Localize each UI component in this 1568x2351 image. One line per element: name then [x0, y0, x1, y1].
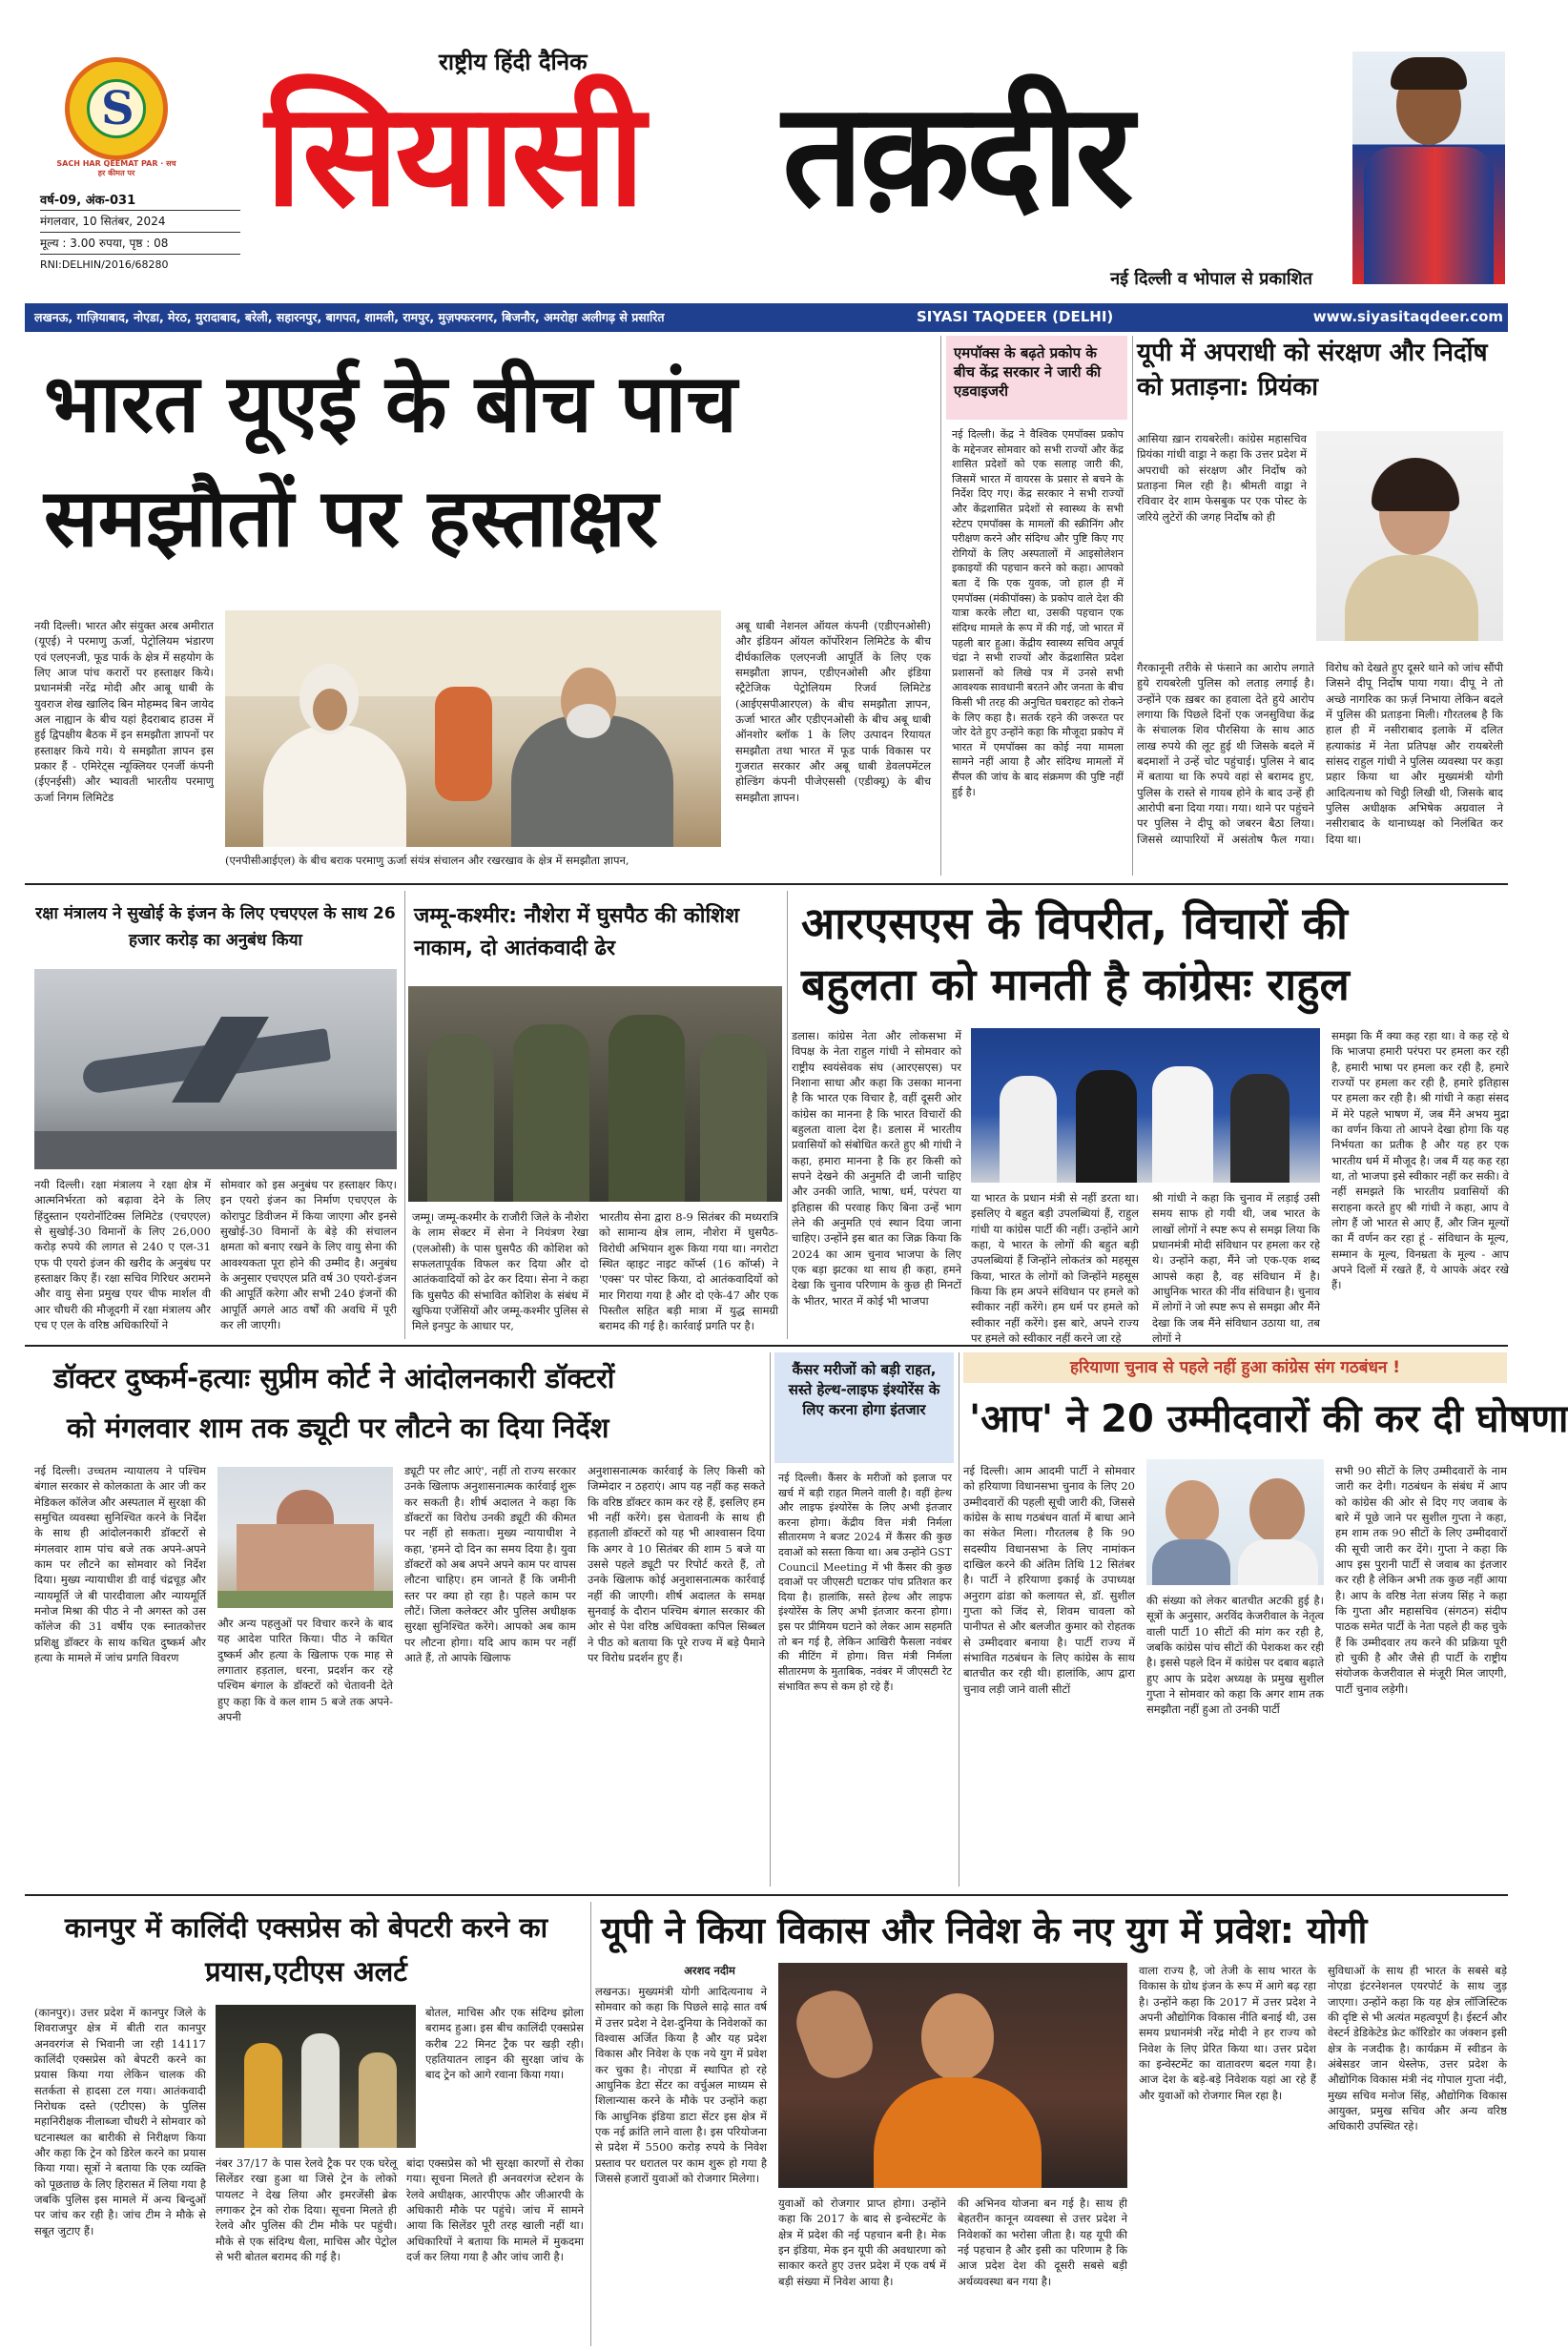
defence-story: [25, 891, 402, 1339]
jk-headline: जम्मू-कश्मीर: नौशेरा में घुसपैठ की कोशिश नाकाम, दो आतंकवादी ढेर: [414, 904, 740, 960]
lead-photo-modi-uae: [225, 610, 721, 847]
doctor-column-1: नई दिल्ली। उच्चतम न्यायालय ने पश्चिम बंगाल सरकार से कोलकाता के आर जी कर मेडिकल कॉलेज और अस्पताल में सुरक्षा की समुचित व्यवस्था सुनिश्चित करने के निर्देश के साथ ही आंदोलनकारी डॉक्टरों से मंगलवार शाम पांच बजे तक अपने-अपने काम पर लौटने का सोमवार को निर्देश दिया। मुख्य न्यायाधीश डी वाई चंद्रचूड़ और न्यायमूर्ति जे बी पारदीवाला और न्यायमूर्ति मनोज मिश्रा की पीठ ने नौ अगस्त को उस कॉलेज की 31 वर्षीय एक स्नातकोत्तर प्रशिक्षु डॉक्टर के साथ कथित दुष्कर्म और हत्या के मामले में जांच प्रगति विवरण: [34, 1464, 206, 1664]
yogi-column-4: वाला राज्य है, जो तेजी के साथ भारत के विकास के ग्रोथ इंजन के रूप में आगे बढ़ रहा है। उन्होंने कहा कि 2017 में उत्तर प्रदेश ने अपनी औद्योगिक विकास नीति बनाई थी, उस समय प्रधानमंत्री नरेंद्र मोदी ने हर राज्य को निवेश के लिए प्रेरित किया था। उत्तर प्रदेश का इन्वेस्टमेंट का वातावरण बदल गया है। आज देश के बड़े-बड़े निवेशक यहां आ रहे हैं और युवाओं को रोजगार मिल रहा है।: [1139, 1964, 1316, 2102]
kanpur-story: [25, 1902, 586, 2346]
yogi-column-1: लखनऊ। मुख्यमंत्री योगी आदित्यनाथ ने सोमवार को कहा कि पिछले साढ़े सात वर्ष में उत्तर प्रदेश ने देश-दुनिया के निवेशकों का विश्वास अर्जित किया है और यह प्रदेश विकास और निवेश के एक नये युग में प्रवेश कर चुका है। नोएडा में स्थापित हो रहे आधुनिक डेटा सेंटर का वर्चुअल माध्यम से शिलान्यास करने के मौके पर उन्होंने कहा कि आधुनिक इंडिया डाटा सेंटर इस क्षेत्र में एक नई क्रांति लाने वाला है। इस परियोजना से प्रदेश में 5500 करोड़ रुपये के निवेश प्रस्ताव पर धरातल पर काम शुरू हो गया है जिससे हजारों युवाओं को रोजगार मिलेगा।: [595, 1985, 767, 2185]
rahul-column-4: समझा कि मैं क्या कह रहा था। वे कह रहे थे कि भाजपा हमारी परंपरा पर हमला कर रही है, हमारी भाषा पर हमला कर रही है, हमारे राज्यों पर हमला कर रही है, हमारे इतिहास पर हमला कर रही है। श्री गांधी ने कहा संसद में मेरे पहले भाषण में, जब मैंने अभय मुद्रा का वर्णन किया तो आपने देखा होगा कि यह निर्भयता का प्रतीक है और यह हर एक भारतीय धर्म में मौजूद है। जब मैं यह कह रहा था, तो भाजपा इसे स्वीकार नहीं कर सकी। वे नहीं समझते कि भारतीय प्रवासियों की सराहना करते हुए श्री गांधी ने कहा, आप वे लोग हैं जो भारत से आए हैं, और जिन मूल्यों का मैं वर्णन कर रहा हूं - संविधान के मूल्य, सम्मान के मूल्य, विनम्रता के मूल्य - आप अपने दिलों में रखते हैं, ये आपके अंदर रखे हैं।: [1331, 1029, 1509, 1292]
doctor-column-3: अनुशासनात्मक कार्रवाई के लिए किसी को जिम्मेदार न ठहराएं। आप यह नहीं कह सकते कि वरिष्ठ डॉक्टर काम कर रहे हैं, इसलिए हम भी नहीं करेंगे। इस चेतावनी के साथ ही हड़ताली डॉक्टरों को यह भी आश्वासन दिया कि अगर वे 10 सितंबर की शाम 5 बजे या उससे पहले ड्यूटी पर रिपोर्ट करते हैं, तो उनके खिलाफ कोई अनुशासनात्मक कार्रवाई नहीं की जाएगी। शीर्ष अदालत के समक्ष सुनवाई के दौरान पश्चिम बंगाल सरकार की ओर से पेश वरिष्ठ अधिवक्ता कपिल सिब्बल ने पीठ को बताया कि पूरे राज्य में बड़े पैमाने पर विरोध प्रदर्शन हुए हैं।: [588, 1464, 765, 1664]
price-line: मूल्य : 3.00 रुपया, पृष्ठ : 08: [40, 237, 169, 250]
aap-column-1: नई दिल्ली। आम आदमी पार्टी ने सोमवार को हरियाणा विधानसभा चुनाव के लिए 20 उम्मीदवारों की पहली सूची जारी की, जिससे कांग्रेस के साथ गठबंधन वार्ता में बाधा आने का संकेत मिला। गौरतलब है कि 90 सदस्यीय विधानसभा के लिए नामांकन दाखिल करने की अंतिम तिथि 12 सितंबर है। पार्टी ने हरियाणा इकाई के उपाध्यक्ष अनुराग ढांडा को कलायत से, डॉ. सुशील गुप्ता को जिंद से, शिवम चावला को पानीपत से और बलजीत कुमार को रोहतक से उम्मीदवार बनाया है। पार्टी राज्य में संभावित गठबंधन के लिए कांग्रेस के साथ बातचीत कर रही थी। हालांकि, आप द्वारा चुनाव लड़ी जाने वाली सीटों: [963, 1464, 1135, 1696]
newspaper-title-part2: तक़दीर: [782, 72, 1130, 238]
supreme-court-photo: [217, 1467, 393, 1608]
yogi-column-5: सुविधाओं के साथ ही भारत के सबसे बड़े नोएडा इंटरनेशनल एयरपोर्ट के साथ जुड़ जाएगा। उन्होंने कहा कि यह क्षेत्र लॉजिस्टिक की दृष्टि से भी अत्यंत महत्वपूर्ण है। ईस्टर्न और वेस्टर्न डेडिकेटेड फ्रेट कॉरिडोर का जंक्शन इसी क्षेत्र के नजदीक है। कार्यक्रम में स्वीडन के अंबेसडर जान थेस्लेफ, उत्तर प्रदेश के औद्योगिक विकास मंत्री नंद गोपाल गुप्ता नंदी, मुख्य सचिव मनोज सिंह, औद्योगिक विकास आयुक्त, प्रमुख सचिव और अन्य वरिष्ठ अधिकारी उपस्थित रहे।: [1328, 1964, 1507, 2134]
rahul-column-3: श्री गांधी ने कहा कि चुनाव में लड़ाई उसी समय साफ हो गयी थी, जब भारत के लाखों लोगों ने स्पष्ट रूप से समझ लिया कि प्रधानमंत्री मोदी संविधान पर हमला कर रहे थे। उन्होंने कहा, मैंने जो एक-एक शब्द आपसे कहा है, वह संविधान में है। आधुनिक भारत की नींव संविधान है। चुनाव में लोगों ने जो स्पष्ट रूप से समझा और मैंने देखा कि जब मैंने संविधान उठाया था, तब लोगों ने: [1152, 1191, 1320, 1345]
kanpur-column-2: बोतल, माचिस और एक संदिग्ध झोला बरामद हुआ। इस बीच कालिंदी एक्सप्रेस करीब 22 मिनट ट्रैक पर खड़ी रही। एहतियातन लाइन की सुरक्षा जांच के बाद ट्रेन को आगे रवाना किया गया।: [425, 2006, 584, 2082]
defence-column-2: सोमवार को इस अनुबंध पर हस्ताक्षर किए। इन एयरो इंजन का निर्माण एचएएल के कोरापुट डिवीजन में किया जाएगा और इनसे सुखोई-30 विमानों के बेड़े की संचालन क्षमता को बनाए रखने के लिए वायु सेना की आवश्यकता पूरा होने की उम्मीद है। अनुबंध के अनुसार एचएएल प्रति वर्ष 30 एयरो-इंजन की आपूर्ति करेगा और सभी 240 इंजनों की आपूर्ति अगले आठ वर्षों की अवधि में पूरी कर ली जाएगी।: [220, 1178, 397, 1331]
rahul-column-2: या भारत के प्रधान मंत्री से नहीं डरता था। इसलिए ये बहुत बड़ी उपलब्धियां हैं, राहुल गांधी या कांग्रेस पार्टी की नहीं। उन्होंने आगे कहा, ये भारत के लोगों की बहुत बड़ी उपलब्धियां हैं जिन्होंने लोकतंत्र को महसूस किया, भारत के लोगों को जिन्होंने महसूस किया कि हम अपने संविधान पर हमले को स्वीकार नहीं करेंगे। हम धर्म पर हमले को स्वीकार नहीं करेंगे। इस बारे, अपने राज्य पर हमले को स्वीकार नहीं करने जा रहे: [971, 1191, 1139, 1345]
seal-text: SACH HAR QEEMAT PAR · सच हर कीमत पर: [56, 159, 176, 177]
sukhoi-jet-photo: [34, 969, 397, 1169]
rni-number: RNI:DELHIN/2016/68280: [40, 258, 169, 271]
aap-column-2: की संख्या को लेकर बातचीत अटकी हुई है। सूत्रों के अनुसार, अरविंद केजरीवाल के नेतृत्व वाली पार्टी 10 सीटों की मांग कर रही है, जबकि कांग्रेस पांच सीटों की पेशकश कर रही है। इससे पहले दिन में कांग्रेस पर दबाव बढ़ाते हुए आप के प्रदेश अध्यक्ष के प्रमुख सुशील गुप्ता ने सोमवार को कहा कि अगर शाम तक समझौता नहीं हुआ तो उनकी पार्टी: [1146, 1594, 1324, 1717]
column-rule: [940, 336, 941, 876]
yogi-headline: यूपी ने किया विकास और निवेश के नए युग में प्रवेश: योगी: [601, 1909, 1368, 1951]
distribution-strip: [25, 303, 1508, 332]
mpox-story: [946, 336, 1127, 876]
kejriwal-rahul-photo: [1146, 1459, 1324, 1585]
defence-column-1: नयी दिल्ली। रक्षा मंत्रालय ने रक्षा क्षेत्र में आत्मनिर्भरता को बढ़ावा देने के लिए हिंदुस्तान एयरोनॉटिक्स लिमिटेड (एचएएल) से सुखोई-30 विमानों के लिए 26,000 करोड़ रुपये की लागत से 240 ए एल-31 एफ पी एयरो इंजन की खरीद के अनुबंध पर हस्ताक्षर किए हैं। रक्षा सचिव गिरिधर अरामने और वायु सेना प्रमुख एयर चीफ मार्शल वी आर चौधरी की मौजूदगी में रक्षा मंत्रालय और एच ए एल के वरिष्ठ अधिकारियों ने: [34, 1178, 211, 1331]
lead-story: [25, 341, 936, 876]
yogi-column-3: की अभिनव योजना बन गई है। साथ ही बेहतरीन कानून व्यवस्था से उत्तर प्रदेश ने निवेशकों का भरोसा जीता है। यह यूपी की नई पहचान है और इसी का परिणाम है कि आज प्रदेश देश की दूसरी सबसे बड़ी अर्थव्यवस्था बन गया है।: [958, 2196, 1127, 2288]
kanpur-headline: कानपुर में कालिंदी एक्सप्रेस को बेपटरी करने का प्रयास,एटीएस अलर्ट: [64, 1911, 548, 1988]
rahul-column-1: डलास। कांग्रेस नेता और लोकसभा में विपक्ष के नेता राहुल गांधी ने सोमवार को राष्ट्रीय स्वयंसेवक संघ (आरएसएस) पर निशाना साधा और कहा कि उसका मानना है कि भारत एक विचार है, वहीं दूसरी ओर कांग्रेस का मानना है कि भारत विचारों की बहुलता वाला देश है। डलास में भारतीय प्रवासियों को संबोधित करते हुए श्री गांधी ने कहा, हमारा मानना है कि हर किसी को सपने देखने की अनुमति दी जानी चाहिए और उनकी जाति, भाषा, धर्म, परंपरा या इतिहास की परवाह किए बिना उन्हें भाग लेने की अनुमति एवं स्थान दिया जाना चाहिए। उन्होंने इस बात का जिक्र किया कि 2024 का आम चुनाव भाजपा के लिए एक बड़ा झटका था साथ ही कहा, हमने देखा कि चुनाव परिणाम के कुछ ही मिनटों के भीतर, भारत में कोई भी भाजपा: [792, 1029, 961, 1308]
rahul-headline-line1: आरएसएस के विपरीत, विचारों की: [801, 897, 1348, 949]
jk-story: [408, 891, 782, 1339]
yogi-column-2: युवाओं को रोजगार प्राप्त होगा। उन्होंने कहा कि 2017 के बाद से इन्वेस्टमेंट के क्षेत्र में प्रदेश की नई पहचान बनी है। मेक इन इंडिया, मेक इन यूपी की अवधारणा को साकार करते हुए उत्तर प्रदेश में एक वर्ष में बड़ी संख्या में निवेश आया है।: [778, 2196, 946, 2288]
lead-column-1: नयी दिल्ली। भारत और संयुक्त अरब अमीरात (यूएई) ने परमाणु ऊर्जा, पेट्रोलियम भंडारण एवं एलएनजी, फूड पार्क के क्षेत्र में सहयोग के लिए आज पांच करारों पर हस्ताक्षर किये। प्रधानमंत्री नरेंद्र मोदी और आबू धाबी के युवराज शेख खालिद बिन मोहम्मद बिन जायेद अल नाह्यान के बीच यहां हैदराबाद हाउस में हुई द्विपक्षीय बैठक में इन समझौता ज्ञापनों पर हस्ताक्षर किये गये। ये समझौता ज्ञापन इस प्रकार हैं - एमिरेट्स न्यूक्लियर एनर्जी कंपनी (ईएनईसी) और भ्यावती भारतीय परमाणु ऊर्जा निगम लिमिटेड: [34, 619, 214, 804]
priyanka-photo: [1316, 431, 1503, 641]
railway-track-photo: [216, 2005, 416, 2148]
aap-story: [963, 1352, 1568, 1887]
edition-name: SIYASI TAQDEER (DELHI): [917, 308, 1114, 325]
date-line: मंगलवार, 10 सितंबर, 2024: [40, 215, 166, 228]
doctor-column-2: ड्यूटी पर लौट आएं', नहीं तो राज्य सरकार उनके खिलाफ अनुशासनात्मक कार्रवाई शुरू कर सकती है। शीर्ष अदालत ने कहा कि डॉक्टरों का विरोध उनकी ड्यूटी की कीमत पर नहीं हो सकता। मुख्य न्यायाधीश ने कहा, 'हमने दो दिन का समय दिया है। युवा डॉक्टरों को अब अपने अपने काम पर वापस लौटना चाहिए। हम जानते हैं कि जमीनी स्तर पर क्या हो रहा है। पहले काम पर लौटें। जिला कलेक्टर और पुलिस अधीक्षक सुरक्षा सुनिश्चित करेंगे। आपको अब काम पर लौटना होगा। यदि आप काम पर नहीं आते हैं, तो आपके खिलाफ: [404, 1464, 576, 1664]
aap-column-3: सभी 90 सीटों के लिए उम्मीदवारों के नाम जारी कर देगी। गठबंधन के संबंध में आप को कांग्रेस की ओर से दिए गए जवाब के बारे में पूछे जाने पर सुशील गुप्ता ने कहा, हम शाम तक 90 सीटों के लिए उम्मीदवारों की सूची जारी कर देंगे। गुप्ता ने कहा कि आप इस पुरानी पार्टी से जवाब का इंतजार कर रही है लेकिन अभी तक कुछ नहीं आया है। आप के वरिष्ठ नेता संजय सिंह ने कहा कि गुप्ता और महासचिव (संगठन) संदीप पाठक समेत पार्टी के नेता पहले ही कह चुके हैं कि उम्मीदवार तय करने की प्रक्रिया पूरी हो चुकी है और जैसे ही पार्टी के राष्ट्रीय संयोजक केजरीवाल से मंजूरी मिल जाएगी, पार्टी चुनाव लड़ेगी।: [1335, 1464, 1507, 1696]
lead-photo-caption: (एनपीसीआईएल) के बीच बराक परमाणु ऊर्जा संयंत्र संचालन और रखरखाव के क्षेत्र में समझौता ज्ञापन,: [225, 854, 629, 867]
mpox-body: नई दिल्ली। केंद्र ने वैश्विक एमपॉक्स प्रकोप के मद्देनजर सोमवार को सभी राज्यों और केंद्र शासित प्रदेशों को एक सलाह जारी की, जिसमें भारत में वायरस के प्रसार से बचने के निर्देश दिए गए। केंद्र सरकार ने सभी राज्यों और केंद्रशासित प्रदेशों से स्वास्थ्य के सभी स्टेटप एमपॉक्स के मामलों की स्क्रीनिंग और परीक्षण करने और संदिग्ध और पुष्टि किए गए रोगियों के लिए अस्पतालों में आइसोलेशन इकाइयों की पहचान करने को कहा। आपको बता दें कि एक युवक, जो हाल ही में एमपॉक्स (मंकीपॉक्स) के प्रकोप वाले देश की यात्रा करके लौटा था, उसकी पहचान एक संदिग्ध मामले के रूप में की गई, जो भारत में पहली बार हुआ। केंद्रीय स्वास्थ्य सचिव अपूर्व चंद्रा ने सभी राज्यों और केंद्रशासित प्रदेश प्रशासनों को लिखे पत्र में उनसे सभी आवश्यक सावधानी बरतने और जनता के बीच किसी भी तरह की अनुचित घबराहट को रोकने के लिए कहा है। सतर्क रहने की जरूरत पर जोर देते हुए उन्होंने कहा कि मौजूदा प्रकोप में भारत में एमपॉक्स का कोई नया मामला सामने नहीं आया है और संदिग्ध मामलों में सैंपल की जांच के बाद संक्रमण की पुष्टि नहीं हुई है।: [952, 428, 1124, 798]
issue-info: [40, 191, 240, 276]
priyanka-body-short: आसिया ख़ान रायबरेली। कांग्रेस महासचिव प्रियंका गांधी वाड्रा ने कहा कि उत्तर प्रदेश में अपराधी को संरक्षण और निर्दोष को प्रताड़ना मिल रही है। श्रीमती वाड्रा ने रविवार देर शाम फेसबुक पर एक पोस्ट के जरिये लुटेरों की जगह निर्दोष को ही: [1137, 432, 1307, 524]
cricketer-photo: [1352, 52, 1505, 284]
lead-headline-line1: भारत यूएई के बीच पांच: [44, 357, 737, 450]
cancer-body: नई दिल्ली। कैंसर के मरीजों को इलाज पर खर्च में बड़ी राहत मिलने वाली है। वहीं हेल्थ और लाइफ इंश्योरेंस के लिए अभी इंतजार करना होगा। केंद्रीय वित्त मंत्री निर्मला सीतारमण ने बजट 2024 में कैंसर की कुछ दवाओं को सस्ता किया था। अब उन्होंने GST Council Meeting में भी कैंसर की कुछ दवाओं पर जीएसटी घटाकर पांच प्रतिशत कर दिया है। हालांकि, सस्ते हेल्थ और लाइफ इंश्योरेंस के लिए अभी इंतजार करना होगा। इस पर प्रीमियम घटाने को लेकर आम सहमति तो बन गई है, लेकिन आखिरी फैसला नवंबर की मीटिंग में होगा। वित्त मंत्री निर्मला सीतारमण के मुताबिक, नवंबर में जीएसटी रेट संभावित रूप से कम हो रहे हैं।: [778, 1472, 952, 1693]
rahul-story: [792, 891, 1509, 1345]
lead-headline-line2: समझौतों पर हस्ताक्षर: [44, 471, 658, 565]
cities-list: लखनऊ, गाज़ियाबाद, नोएडा, मेरठ, मुरादाबाद, बरेली, सहारनपुर, बागपत, शामली, रामपुर, मुज़फ्फरनगर, बिजनौर, अमरोहा अलीगढ़ से प्रसारित: [34, 310, 665, 324]
column-rule: [770, 1352, 771, 1887]
published-from: नई दिल्ली व भोपाल से प्रकाशित: [1110, 269, 1312, 289]
soldiers-photo: [408, 986, 782, 1202]
website-link[interactable]: www.siyasitaqdeer.com: [1312, 308, 1503, 325]
kanpur-column-3: नंबर 37/17 के पास रेलवे ट्रैक पर एक घरेलू सिलेंडर रखा हुआ था जिसे ट्रेन के लोको पायलट ने देख लिया और इमरजेंसी ब्रेक लगाकर ट्रेन को रोक दिया। सूचना मिलते ही रेलवे और पुलिस की टीम मौके पर पहुंची। मौके से एक संदिग्ध थैला, माचिस और पेट्रोल से भरी बोतल बरामद की गई है।: [216, 2156, 397, 2263]
defence-headline: रक्षा मंत्रालय ने सुखोई के इंजन के लिए एचएएल के साथ 26 हजार करोड़ का अनुबंध किया: [35, 904, 396, 950]
aap-headline: 'आप' ने 20 उम्मीदवारों की कर दी घोषणा: [969, 1397, 1568, 1441]
tagline: राष्ट्रीय हिंदी दैनिक: [439, 49, 588, 75]
aap-kicker: हरियाणा चुनाव से पहले नहीं हुआ कांग्रेस संग गठबंधन !: [963, 1352, 1507, 1383]
priyanka-headline: यूपी में अपराधी को संरक्षण और निर्दोष को प्रताड़ना: प्रियंका: [1137, 339, 1488, 402]
masthead: [0, 0, 1526, 303]
cancer-headline: कैंसर मरीजों को बड़ी राहत, सस्ते हेल्थ-लाइफ इंश्योरेंस के लिए करना होगा इंतजार: [774, 1352, 954, 1463]
doctor-headline-line2: को मंगलवार शाम तक ड्यूटी पर लौटने का दिया निर्देश: [67, 1412, 609, 1444]
priyanka-body: गैरकानूनी तरीके से फंसाने का आरोप लगाते हुये रायबरेली पुलिस को लताड़ लगाई है। उन्होंने एक ख़बर का हवाला देते हुये आरोप लगाया कि पिछले दिनों एक जनसुविधा केंद्र के संचालक शिव पौरसिया के साथ आठ लाख रुपये की लूट हुई थी जिसके बदले में बदमाशों ने उन्हें चोट पहुंचाई। पुलिस ने बाद में बताया था कि रुपये वहां से बरामद हुए, पुलिस के रास्ते से गायब होने के बाद उन्हें ही आरोपी बना दिया गया। गया। थाने पर पहुंचने पर पुलिस ने दीपू को जबरन बैठा लिया। जिससे व्यापारियों में असंतोष फैल गया। विरोध को देखते हुए दूसरे थाने को जांच सौंपी जिसने दीपू निर्दोष पाया गया। दीपू ने तो अच्छे नागरिक का फ़र्ज़ निभाया लेकिन बदले में पुलिस की प्रताड़ना मिली। गौरतलब है कि हाल ही में नसीराबाद इलाके में दलित हत्याकांड में नेता प्रतिपक्ष और रायबरेली सांसद राहुल गांधी ने पुलिस व्यवस्था पर कड़ा प्रहार किया था और मुख्यमंत्री योगी आदित्यनाथ को चिट्ठी लिखी थी, जिसके बाद पुलिस अधीक्षक अभिषेक अग्रवाल ने नसीराबाद के थानाध्यक्ष को निलंबित कर दिया था।: [1137, 661, 1503, 846]
cancer-story: [774, 1352, 954, 1887]
rahul-headline-line2: बहुलता को मानती है कांग्रेसः राहुल: [801, 959, 1350, 1010]
divider: [25, 1345, 1508, 1347]
mpox-headline: एमपॉक्स के बढ़ते प्रकोप के बीच केंद्र सरकार ने जारी की एडवाइजरी: [946, 336, 1127, 420]
kanpur-column-1: (कानपुर)। उत्तर प्रदेश में कानपुर जिले के शिवराजपुर क्षेत्र में बीती रात कानपुर अनवरगंज से भिवानी जा रही 14117 कालिंदी एक्सप्रेस को बेपटरी करने का प्रयास किया गया लेकिन चालक की सतर्कता से हादसा टल गया। आतंकवादी निरोधक दस्ते (एटीएस) के पुलिस महानिरीक्षक नीलाब्जा चौधरी ने सोमवार को घटनास्थल का बारीकी से निरीक्षण किया और कहा कि ट्रेन को डिरेल करने का प्रयास किया गया। सूत्रों ने बताया कि एक व्यक्ति को पूछताछ के लिए हिरासत में लिया गया है जबकि पुलिस इस मामले में अन्य बिन्दुओं पर जांच कर रही है। जांच टीम ने मौके से सबूत जुटाए हैं।: [34, 2006, 206, 2238]
jk-column-2: भारतीय सेना द्वारा 8-9 सितंबर की मध्यरात्रि को सामान्य क्षेत्र लाम, नौशेरा में घुसपैठ-विरोधी अभियान शुरू किया गया था। नगरोटा स्थित व्हाइट नाइट कॉर्प्स (16 कॉर्प्स) ने 'एक्स' पर पोस्ट किया, दो आतंकवादियों को मार गिराया गया है और दो एके-47 और एक पिस्तौल सहित बड़ी मात्रा में युद्ध सामग्री बरामद की गई है। कार्रवाई प्रगति पर है।: [599, 1210, 778, 1333]
yogi-adityanath-photo: [778, 1963, 1127, 2188]
yogi-byline: अरशद नदीम: [684, 1964, 735, 1977]
column-rule: [590, 1902, 591, 2346]
divider: [25, 883, 1508, 885]
lead-column-2: अबू धाबी नेशनल ऑयल कंपनी (एडीएनओसी) और इंडियन ऑयल कॉर्पोरेशन लिमिटेड के बीच दीर्घकालिक एलएनजी आपूर्ति के लिए एक समझौता ज्ञापन, एडीएनओसी और इंडिया स्ट्रैटेजिक पेट्रोलियम रिजर्व लिमिटेड (आईएसपीआरएल) के बीच समझौता ज्ञापन, ऊर्जा भारत और एडीएनओसी के बीच अबू धाबी ऑनशोर ब्लॉक 1 के लिए उत्पादन रियायत समझौता तथा भारत में फूड पार्क विकास पर गुजरात सरकार और अबू धाबी डेवलपमेंटल होल्डिंग कंपनी पीजेएससी (एडीक्यू) के बीच समझौता ज्ञापन।: [735, 619, 931, 804]
column-rule: [404, 891, 405, 1339]
divider: [25, 1894, 1508, 1896]
jk-column-1: जम्मू। जम्मू-कश्मीर के राजौरी जिले के नौशेरा के लाम सेक्टर में सेना ने नियंत्रण रेखा (एलओसी) के पास घुसपैठ की कोशिश को सफलतापूर्वक विफल कर दिया और दो आतंकवादियों को ढेर कर दिया। सेना ने कहा कि घुसपैठ की संभावित कोशिश के संबंध में खुफिया एजेंसियों और जम्मू-कश्मीर पुलिस से मिले इनपुट के आधार पर,: [412, 1210, 588, 1333]
column-rule: [1132, 336, 1133, 876]
priyanka-story: [1137, 336, 1507, 876]
seal-symbol: S: [101, 82, 134, 135]
yogi-story: [595, 1902, 1509, 2346]
newspaper-seal-logo: [56, 57, 176, 177]
newspaper-title-part1: सियासी: [265, 72, 642, 238]
kanpur-column-4: बांदा एक्सप्रेस को भी सुरक्षा कारणों से रोका गया। सूचना मिलते ही अनवरगंज स्टेशन के रेलवे अधीक्षक, आरपीएफ और जीआरपी के अधिकारी मौके पर पहुंचे। जांच में सामने आया कि सिलेंडर पूरी तरह खाली नहीं था। अधिकारियों ने बताया कि मामले में मुकदमा दर्ज कर लिया गया है और जांच जारी है।: [406, 2156, 584, 2263]
doctor-story: [25, 1352, 767, 1887]
issue-line: वर्ष-09, अंक-031: [40, 194, 136, 208]
rahul-event-photo: [971, 1028, 1320, 1183]
column-rule: [787, 891, 788, 1339]
doctor-headline-line1: डॉक्टर दुष्कर्म-हत्याः सुप्रीम कोर्ट ने आंदोलनकारी डॉक्टरों: [53, 1362, 615, 1394]
doctor-column-1b: और अन्य पहलुओं पर विचार करने के बाद यह आदेश पारित किया। पीठ ने कथित दुष्कर्म और हत्या के खिलाफ एक माह से लगातार हड़ताल, धरना, प्रदर्शन कर रहे पश्चिम बंगाल के डॉक्टरों को चेतावनी देते हुए कहा कि वे कल शाम 5 बजे तक अपने-अपनी: [217, 1617, 393, 1723]
